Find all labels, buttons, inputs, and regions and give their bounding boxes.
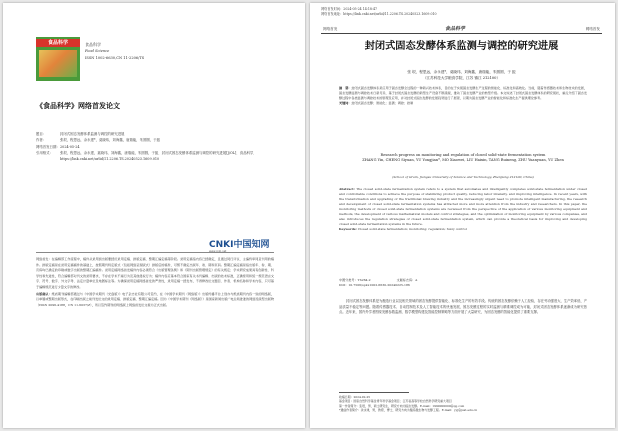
footnote-divider (339, 392, 409, 393)
keywords-label: 关键词： (339, 101, 352, 106)
footnote-funding: 基金项目：国家自然科学基金青年科学基金项目；江苏省高等学校自然科学研究重大项目 (339, 399, 452, 404)
english-authors: ZHANG Yin, CHENG Siyuan, YU Yongjian*, MO Xiaowei, LIU Haixin, TANG Ruineng, ZHU Yuanyuan, YU Zhen (362, 158, 564, 163)
clc-number: 中图分类号：TS264.2 (339, 278, 371, 282)
english-keywords (339, 227, 587, 232)
citation-link[interactable]: https://link.cnki.net/urlid/11.2206.TS.20240523.1609.010 (60, 157, 160, 162)
article-meta (36, 131, 295, 162)
keywords (339, 101, 587, 106)
english-affiliation: (School of Grain, Jiangsu University of Science and Technology, Zhenjiang 212100, China) (392, 175, 534, 179)
bar-left-label: 网络首发 (323, 27, 338, 31)
footnotes (339, 395, 587, 413)
bar-right-label: 网络首发 (585, 27, 600, 31)
footnote-corresponding: *通信作者简介：余永建，男，教授，博士，研究方向为酿造微生物与发酵工程。E-mail：yyj@just.edu.cn (339, 408, 478, 413)
meta-label (36, 156, 60, 162)
meta-value: 张垠，程思远，余永建*，莫晓玮，刘海鑫，唐瑞能，朱圆圆，于振 (60, 138, 161, 143)
notice-paragraph (36, 292, 274, 309)
online-first-url[interactable]: 网络首发地址：https://link.cnki.net/urlid/11.2206.TS.20240523.1609.010 (321, 12, 437, 16)
abstract-label: 摘 要： (339, 86, 352, 90)
journal-logo-text: 食品科学 (445, 26, 466, 32)
meta-label: 题目： (36, 132, 47, 136)
journal-cover-image (36, 37, 80, 81)
body-text: 封闭式固态发酵体系是为酿造行业以及相关领域的固态发酵提供智能化、标准化生产的有效手段。传统的固态发酵依赖于人工经验，存在劳动强度大、生产效率低、产品质量不稳定等问题。随着传感器技术、自动控制技术及人工智能技术的快速发展，固态发酵过程的实时监测与精准调控成为可能，封闭式固态发酵体系逐渐成为研究热点。近年来，国内外学者围绕发酵参数监测、数学模型构建及智能控制策略等方面开展了大量研究，为固态发酵的智能化提供了重要支撑。 (339, 299, 587, 315)
publication-notice (36, 257, 274, 309)
journal-name-en: Food Science (85, 49, 110, 53)
footnote-first-author: 第一作者简介：张垠，男，硕士研究生，研究方向为固态发酵。E-mail：1990000000@qq.com (339, 403, 465, 408)
keywords-body: 封闭式固态发酵；智能化；监测；调控；控制 (351, 101, 414, 106)
meta-label: 作者： (36, 138, 47, 143)
english-abstract-text (339, 187, 587, 227)
online-first-heading: 《食品科学》网络首发论文 (36, 102, 120, 110)
online-first-time: 网络首发时间：2024-05-24 14:18:47 (321, 7, 378, 11)
author-affiliation: （江苏科技大学粮食学院，江苏 镇江 212100） (422, 75, 501, 80)
first-page-cover (3, 3, 305, 428)
classification-row (339, 283, 587, 288)
meta-value: 张垠，程思远，余永建，莫晓玮，刘海鑫，唐瑞能，朱圆圆，于振．封闭式固态发酵体系监测与调控的研究进展[J/OL]．食品科学． (60, 150, 257, 155)
english-abstract (339, 187, 587, 232)
cnki-logo-text: CNKI中国知网 (209, 240, 270, 250)
cover-title: 食品科学 (36, 39, 80, 47)
classification-info (339, 278, 587, 288)
english-abstract-label: Abstract: (339, 187, 355, 191)
english-keywords-label: Keywords: (339, 227, 357, 232)
article-title: 封闭式固态发酵体系监测与调控的研究进展 (364, 41, 559, 52)
journal-info (85, 41, 144, 62)
author-list: 张 垠，程思远，余永建*，莫晓玮，刘海鑫，唐瑞能，朱圆圆，于 振 (407, 70, 516, 74)
document-code: 文献标志码：A (396, 278, 418, 282)
meta-label: 引用格式： (36, 150, 53, 155)
journal-header-bar (321, 26, 602, 34)
footnote-received: 收稿日期：2024-02-25 (339, 395, 371, 399)
doi[interactable]: DOI：10.7506/spkx1002-6630-20240225-186 (339, 283, 410, 287)
meta-label: 网络首发日期： (36, 144, 60, 149)
abstract-body: 封闭式固态发酵体系是应用于固态发酵全过程的一种新兴技术体系，目的在于实现固态发酵生产过程的智能化、标准化和高效化。当前，随着传感器技术和生物技术的发展，固态发酵监测与调控技术日新月异，基于封闭式固态发酵的新型生产设备不断涌现，推动了固态发酵产业的转型升级。本文综述了封闭式固态发酵体系的研究现状，重点介绍了固态发酵过程中各类监测与调控技术的原理及应用，并对封闭式固态发酵的发展趋势进行了展望，以期为固态发酵产业的智能化和标准化生产提供理论参考。 (339, 86, 588, 101)
english-title: Research progress on monitoring and regulation of closed solid-state fermentation system (380, 153, 546, 157)
english-keywords-body: Closed solid-state fermentation; monitoring; regulation; fuzzy control (357, 227, 467, 232)
english-title-block (339, 153, 587, 164)
meta-row-url (36, 156, 295, 162)
notice-bold-label: 出版确认： (36, 291, 52, 296)
article-first-page (310, 3, 615, 428)
author-block (321, 70, 602, 81)
online-first-header (321, 7, 437, 17)
notice-paragraph: 网络首发：在编辑部工作流程中，稿件从录用到出版要经历录用定稿、排版定稿、整期汇编定稿等阶段。录用定稿指内容已经确定，且通过同行评议、主编终审同意刊用的稿件。排版定稿是在录用定稿稿件的基础上，按照期刊特定版式（包括网络呈现版式）排版后的稿件，可暂不确定出版年、卷、期和页码。整期汇编定稿是指出版年、卷、期、页码均已确定的印刷或数字出版的整期汇编稿件。录用定稿网络首发稿件内容必须符合《出版管理条例》和《期刊出版管理规定》的有关规定；学术研究成果具有创新性、科学性和先进性，符合编辑部对刊文的录用要求，不存在学术不端行为及其他侵权行为；稿件内容应基本符合国家有关书刊编辑、出版的技术标准，正确使用和统一规范语言文字、符号、数字、外文字母、法定计量单位及地图标注等。为确保录用定稿网络首发的严肃性，录用定稿一经发布，不得修改论文题目、作者、机构名称和学术内容，只可基于编辑规范进行少量文字的修改。 (36, 257, 274, 289)
journal-issn: ISSN 1002-6630,CN 11-2206/TS (85, 56, 145, 60)
cover-photo (39, 50, 77, 77)
notice-text: 纸质期刊编辑部通过与《中国学术期刊（光盘版）》电子杂志社有限公司签约，在《中国学术期刊（网络版）》出版传播平台上创办与纸质期刊内容一致的网络版，以单篇或整期出版形式，在印刷出版之前刊发论文的录用定稿、排版定稿、整期汇编定稿。因为《中国学术期刊（网络版）》是国家新闻出版广电总局批准的网络连续型出版物（ISSN 2096-4188，CN 11-6037/Z），所以签约期刊的网络版上网络首发论文视为正式出版。 (36, 291, 275, 307)
divider (36, 252, 274, 253)
abstract-text (339, 86, 587, 101)
meta-value: 封闭式固态发酵体系监测与调控的研究进展 (60, 132, 125, 136)
journal-name: 食品科学 (85, 42, 101, 47)
english-abstract-body: The closed solid-state fermentation system refers to a system that automates and intelligently completes solid-state fermentation under closed and controllable conditions to achieve the purpose of stabilizing product quality, reducing labor intensity, and improving intelligence. In recent years, with the transformation and upgrading of the traditional brewing industry and the increasingly urgent need to promote intelligent manufacturing, the research and development of closed solid-state fermentation systems has attracted more and more attention from the industry and researchers. In this paper, the monitoring methods of closed solid-state fermentation systems are reviewed from the perspective of the application of various monitoring equipment and methods, the development of various mathematical models and control strategies, and the optimization of monitoring equipment by various companies, and also introduces the regulation strategies of closed solid-state fermentation system, which can provide a theoretical basis for improving and developing closed solid-state fermentation systems in the future. (339, 187, 587, 227)
chinese-abstract (339, 86, 587, 106)
meta-value: 2024-05-24 (60, 144, 80, 149)
